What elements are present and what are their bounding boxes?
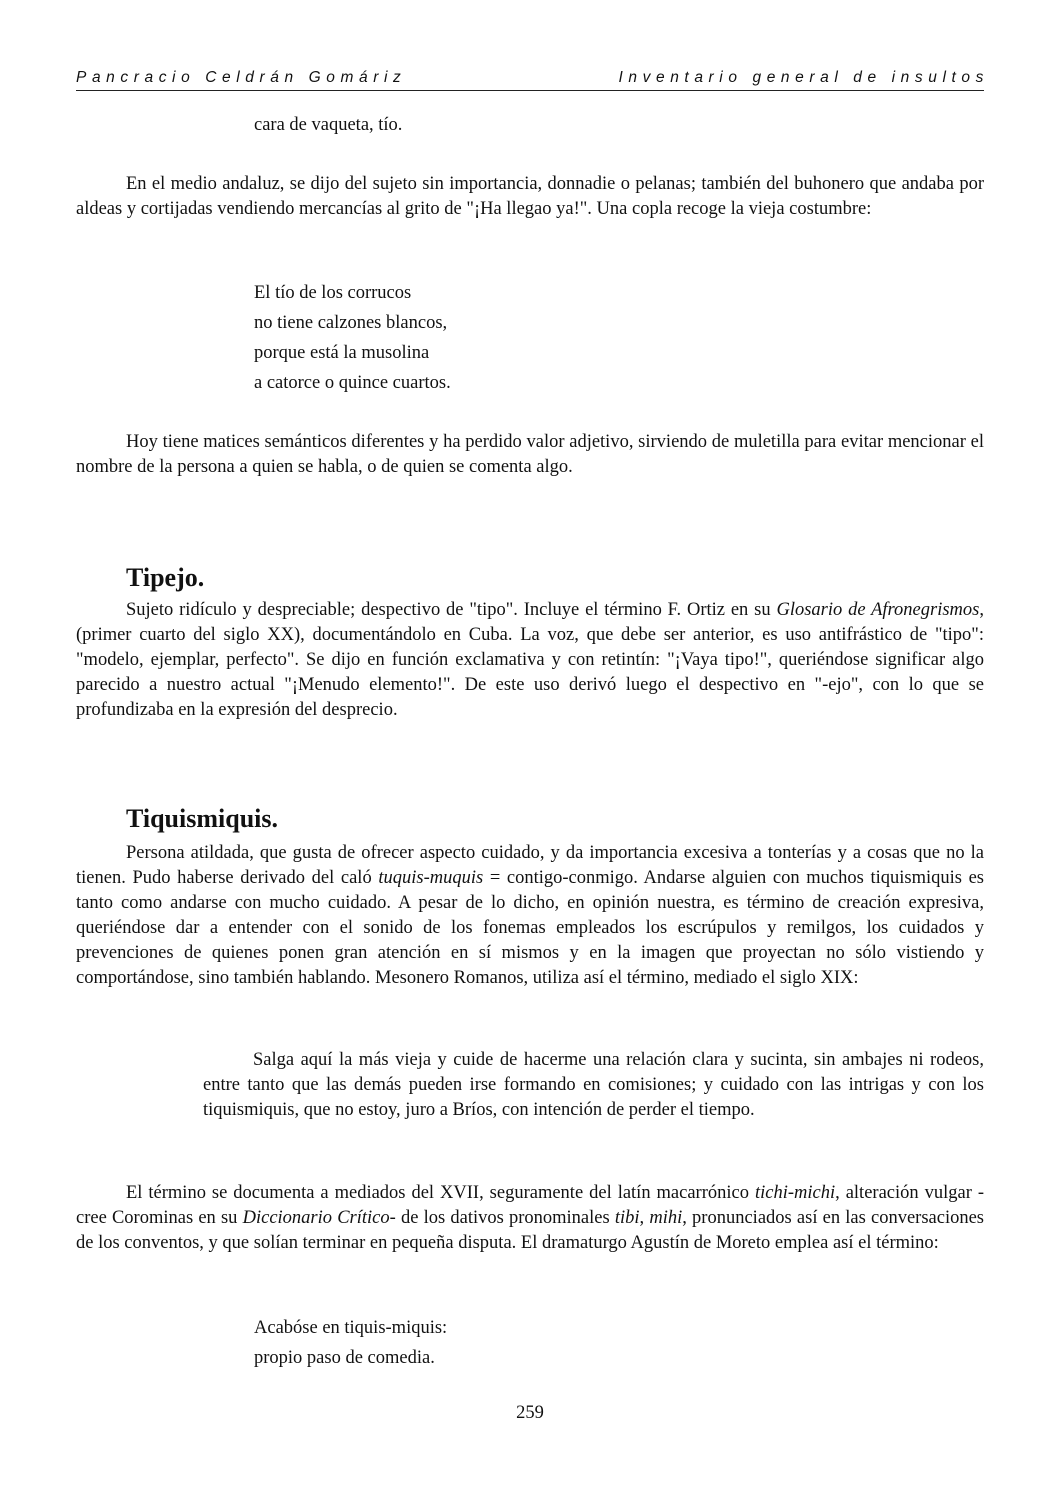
paragraph-matices bbox=[76, 430, 984, 480]
copla-verse bbox=[254, 278, 451, 398]
paragraph-etymology bbox=[76, 1181, 984, 1256]
running-header bbox=[76, 68, 989, 91]
verse-line: propio paso de comedia. bbox=[254, 1348, 435, 1368]
intro-line bbox=[254, 110, 402, 140]
text-run: = contigo-conmigo. Andarse alguien con muchos tiquismiquis es tanto como andarse con mucho cuidado. A pesar de lo dicho, en opinión nuestra, es término de creación expresiva, queriéndose dar a entender con el sonido de los fonemas empleados los escrúpulos y remilgos, los cuidados y prevenciones de quienes ponen gran atención en sí mismos y en la imagen que proyectan no sólo vistiendo y comportándose, sino también hablando. Mesonero Romanos, utiliza así el término, mediado el siglo XIX: bbox=[76, 868, 984, 988]
paragraph-andaluz bbox=[76, 172, 984, 222]
moreto-verse bbox=[254, 1313, 447, 1373]
text-run: , bbox=[639, 1208, 650, 1228]
entry-body-tipejo bbox=[76, 598, 984, 723]
page-number: 259 bbox=[516, 1403, 544, 1423]
paragraph-text bbox=[76, 1181, 984, 1256]
term-italic: tibi bbox=[614, 1208, 640, 1228]
block-quote: Salga aquí la más vieja y cuide de hacerme una relación clara y sucinta, sin ambajes ni rodeos, entre tanto que las demás pueden irse formando en comisiones; y cuidado con las intrigas y con los tiquismiquis, que no estoy, juro a Bríos, con intención de perder el tiempo. bbox=[203, 1050, 984, 1120]
text-run: Sujeto ridículo y despreciable; despectivo de "tipo". Incluye el término F. Ortiz en su bbox=[126, 600, 777, 620]
paragraph-text bbox=[76, 841, 984, 991]
term-italic: tichi-michi bbox=[754, 1183, 836, 1203]
text-run: de los dativos pronominales bbox=[395, 1208, 615, 1228]
text-run: , (primer cuarto del siglo XX), documentándolo en Cuba. La voz, que debe ser anterior, es uso antifrástico de "tipo": "modelo, ejemplar, perfecto". Se dijo en función exclamativa y con retintín: "¡Vaya tipo!", queriéndose significar algo parecido a nuestro actual "¡Menudo elemento!". De este uso derivó luego el despectivo en "-ejo", con lo que se profundizaba en la expresión del desprecio. bbox=[76, 600, 984, 720]
verse-line: porque está la musolina bbox=[254, 343, 430, 363]
text-run: El término se documenta a mediados del XVII, seguramente del latín macarrónico bbox=[126, 1183, 755, 1203]
header-book-title: Inventario general de insultos bbox=[618, 69, 989, 86]
entry-title-tiquismiquis: Tiquismiquis. bbox=[126, 804, 279, 833]
book-title-italic: Glosario de Afronegrismos bbox=[776, 600, 980, 620]
term-italic: tuquis-muquis bbox=[378, 868, 484, 888]
text-run: Persona atildada, que gusta de ofrecer aspecto cuidado, y da importancia excesiva a tonterías y a cosas que no la tienen. Pudo haberse derivado del caló bbox=[76, 843, 984, 888]
entry-title-tipejo: Tipejo. bbox=[126, 563, 205, 592]
verse-line: a catorce o quince cuartos. bbox=[254, 373, 451, 393]
term-italic: mihi bbox=[649, 1208, 683, 1228]
paragraph-text: Hoy tiene matices semánticos diferentes y ha perdido valor adjetivo, sirviendo de muletilla para evitar mencionar el nombre de la persona a quien se habla, o de quien se comenta algo. bbox=[76, 432, 984, 477]
verse-line: no tiene calzones blancos, bbox=[254, 313, 448, 333]
paragraph-text bbox=[76, 598, 984, 723]
header-author: Pancracio Celdrán Gomáriz bbox=[76, 69, 407, 86]
text-run: , pronunciados así en las conversaciones de los conventos, y que solían terminar en pequeña disputa. El dramaturgo Agustín de Moreto emplea así el término: bbox=[76, 1208, 985, 1253]
intro-line-text: cara de vaqueta, tío. bbox=[254, 115, 403, 135]
verse-line: El tío de los corrucos bbox=[254, 283, 412, 303]
text-run: , alteración vulgar -cree Corominas en su bbox=[76, 1183, 984, 1228]
verse-line: Acabóse en tiquis-miquis: bbox=[254, 1318, 448, 1338]
book-title-italic: Diccionario Crítico- bbox=[242, 1208, 396, 1228]
paragraph-text: En el medio andaluz, se dijo del sujeto sin importancia, donnadie o pelanas; también del buhonero que andaba por aldeas y cortijadas vendiendo mercancías al grito de "¡Ha llegao ya!". Una copla recoge la vieja costumbre: bbox=[76, 174, 984, 219]
entry-body-tiquismiquis bbox=[76, 841, 984, 991]
